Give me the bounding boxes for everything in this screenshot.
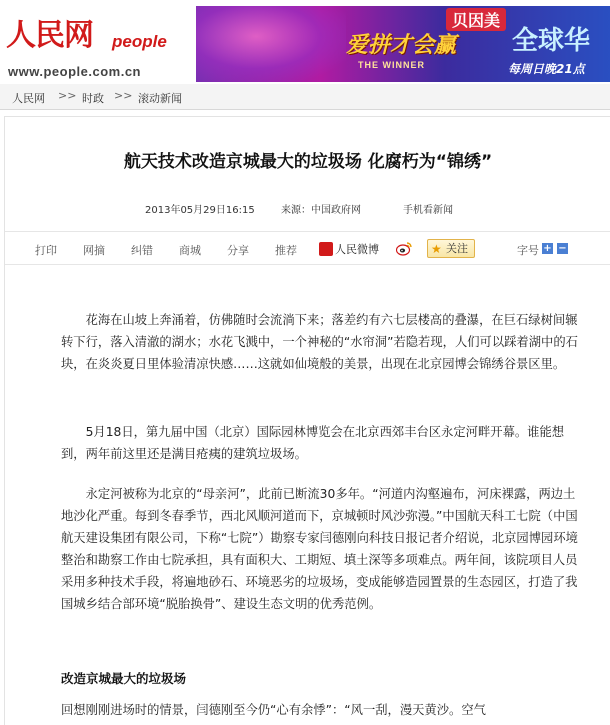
banner-winner-text: THE WINNER	[358, 60, 425, 70]
follow-button[interactable]	[427, 239, 475, 258]
print-button[interactable]: 打印	[35, 244, 57, 257]
people-weibo-button[interactable]	[319, 241, 379, 257]
article-title: 航天技术改造京城最大的垃圾场 化腐朽为“锦绣”	[123, 152, 493, 172]
correct-button[interactable]: 纠错	[131, 244, 153, 257]
star-icon: ★	[431, 242, 442, 256]
breadcrumb-separator: >>	[114, 89, 133, 102]
banner-stage-light	[196, 6, 346, 82]
people-daily-logo[interactable]	[4, 8, 184, 78]
banner-time-text: 每周日晚21点	[508, 62, 585, 76]
font-decrease-button[interactable]: −	[558, 243, 567, 254]
breadcrumb-rolling-news[interactable]: 滚动新闻	[138, 92, 182, 105]
article-paragraph: 花海在山坡上奔涌着，仿佛随时会流淌下来；落差约有六七层楼高的叠瀑，在巨石绿树间辗转下行，落入清澈的湖水；水花飞溅中，一个神秘的“水帘洞”若隐若现，人们可以踩着湖中的石块，在炎炎夏日里体验清凉快感……这就如仙境般的美景，出现在北京园博会锦绣谷景区里。	[61, 313, 578, 371]
mobile-news-link[interactable]: 手机看新闻	[403, 205, 453, 216]
share-button[interactable]: 分享	[227, 244, 249, 257]
logo-people-text: people	[112, 32, 167, 51]
ad-banner[interactable]	[196, 6, 610, 82]
article-paragraph: 5月18日，第九届中国（北京）国际园林博览会在北京西郊丰台区永定河畔开幕。谁能想到，两年前这里还是满目疮痍的建筑垃圾场。	[61, 425, 565, 461]
excerpt-button[interactable]: 网摘	[83, 244, 105, 257]
shop-button[interactable]: 商城	[179, 244, 201, 257]
article-subheading: 改造京城最大的垃圾场	[61, 671, 187, 686]
people-weibo-label: 人民微博	[335, 243, 379, 256]
sina-weibo-icon[interactable]	[396, 241, 412, 256]
page-header	[0, 0, 610, 84]
breadcrumb-separator: >>	[58, 89, 77, 102]
people-weibo-icon	[319, 242, 333, 256]
article-paragraph: 永定河被称为北京的“母亲河”，此前已断流30多年。“河道内沟壑遍布，河床裸露，两边土地沙化严重。每到冬春季节，西北风顺河道而下，京城顿时风沙弥漫。”中国航天科工七院（中国航天建设集团有限公司，下称“七院”）勘察专家闫德刚向科技日报记者介绍说，北京园博园环境整治和勘察工作由七院承担，具有面积大、工期短、填土深等多项难点。两年间，该院项目人员采用多种技术手段，将遍地砂石、环境恶劣的垃圾场，变成能够造园置景的生态园区，打造了我国城乡结合部环境“脱胎换骨”、建设生态文明的优秀范例。	[61, 487, 578, 611]
logo-url-text: www.people.com.cn	[8, 64, 141, 79]
breadcrumb-politics[interactable]: 时政	[82, 92, 104, 105]
recommend-button[interactable]: 推荐	[275, 244, 297, 257]
article-date: 2013年05月29日16:15	[145, 205, 255, 216]
font-size-label: 字号	[517, 244, 539, 257]
font-increase-button[interactable]: +	[543, 243, 552, 254]
article-toolbar	[5, 231, 610, 265]
banner-global-text: 全球华	[512, 26, 591, 56]
logo-main-text: 人民网	[6, 18, 93, 53]
article-paragraph: 回想刚刚进场时的情景，闫德刚至今仍“心有余悸”：“风一刮，漫天黄沙。空气	[61, 703, 486, 717]
banner-brand: 贝因美	[446, 8, 506, 31]
article-source[interactable]: 来源：中国政府网	[281, 205, 361, 216]
breadcrumb-home[interactable]: 人民网	[12, 92, 45, 105]
article-container	[4, 116, 610, 725]
banner-show-title: 爱拼才会赢	[346, 33, 457, 58]
follow-label: 关注	[446, 242, 468, 255]
breadcrumb	[0, 84, 610, 110]
